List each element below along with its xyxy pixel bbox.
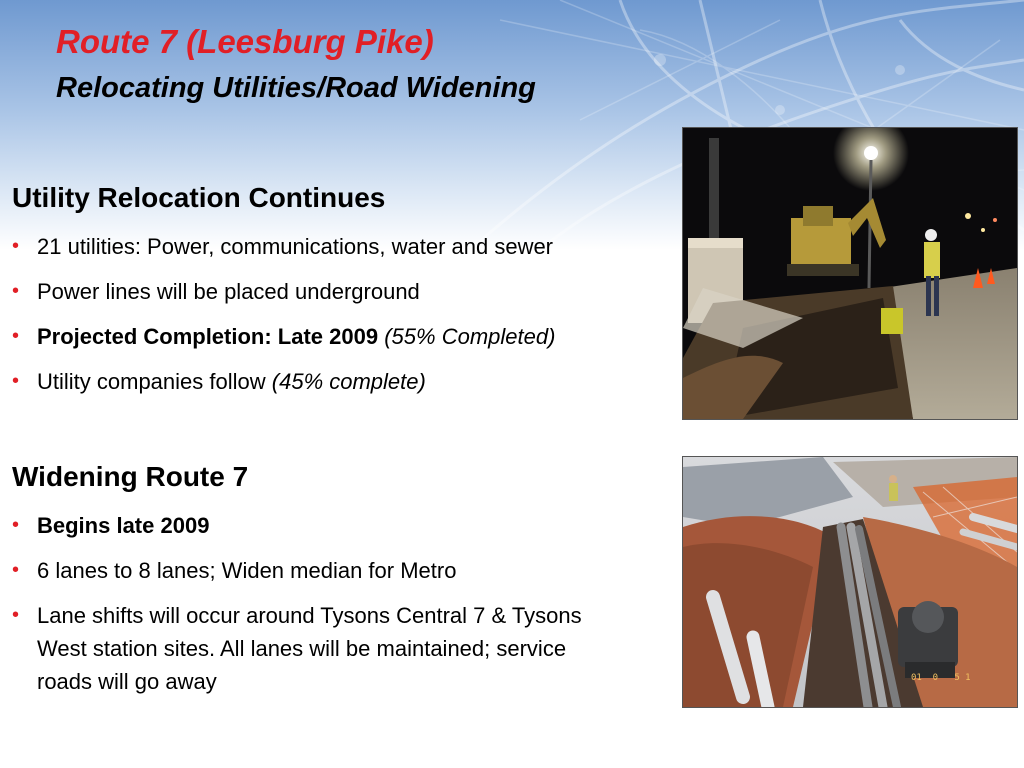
widening-section-heading: Widening Route 7 <box>12 461 249 492</box>
excavator-night-photo-icon <box>683 128 1017 419</box>
photo-timestamp: 01 0 5 1 <box>911 673 971 683</box>
bullet-text: 21 utilities: Power, communications, water and sewer <box>37 234 554 259</box>
list-item <box>12 599 627 698</box>
list-item <box>12 365 555 398</box>
utility-bullet-list <box>12 230 555 398</box>
list-item <box>12 275 555 308</box>
widening-bullet-list <box>12 509 652 698</box>
list-item <box>12 320 555 353</box>
list-item <box>12 509 652 542</box>
bullet-text: Utility companies follow <box>37 369 266 394</box>
night-excavation-photo <box>682 127 1018 420</box>
utility-section-heading: Utility Relocation Continues <box>12 182 386 213</box>
slide-subtitle: Relocating Utilities/Road Widening <box>56 72 536 104</box>
bullet-bold-text: Projected Completion: Late 2009 <box>37 324 379 349</box>
bullet-text: Lane shifts will occur around Tysons Central 7 & Tysons West station sites. All lanes will be maintained; service roads will go away <box>37 603 582 694</box>
bullet-italic-note: (45% complete) <box>271 369 426 394</box>
bullet-text: 6 lanes to 8 lanes; Widen median for Metro <box>37 558 457 583</box>
pipe-trench-photo <box>682 456 1018 708</box>
bullet-text: Power lines will be placed underground <box>37 279 420 304</box>
slide-title: Route 7 (Leesburg Pike) <box>56 23 434 60</box>
bullet-italic-note: (55% Completed) <box>384 324 556 349</box>
pipe-trench-photo-icon <box>683 457 1017 707</box>
bullet-bold-text: Begins late 2009 <box>37 513 210 538</box>
list-item <box>12 230 555 263</box>
list-item <box>12 554 652 587</box>
